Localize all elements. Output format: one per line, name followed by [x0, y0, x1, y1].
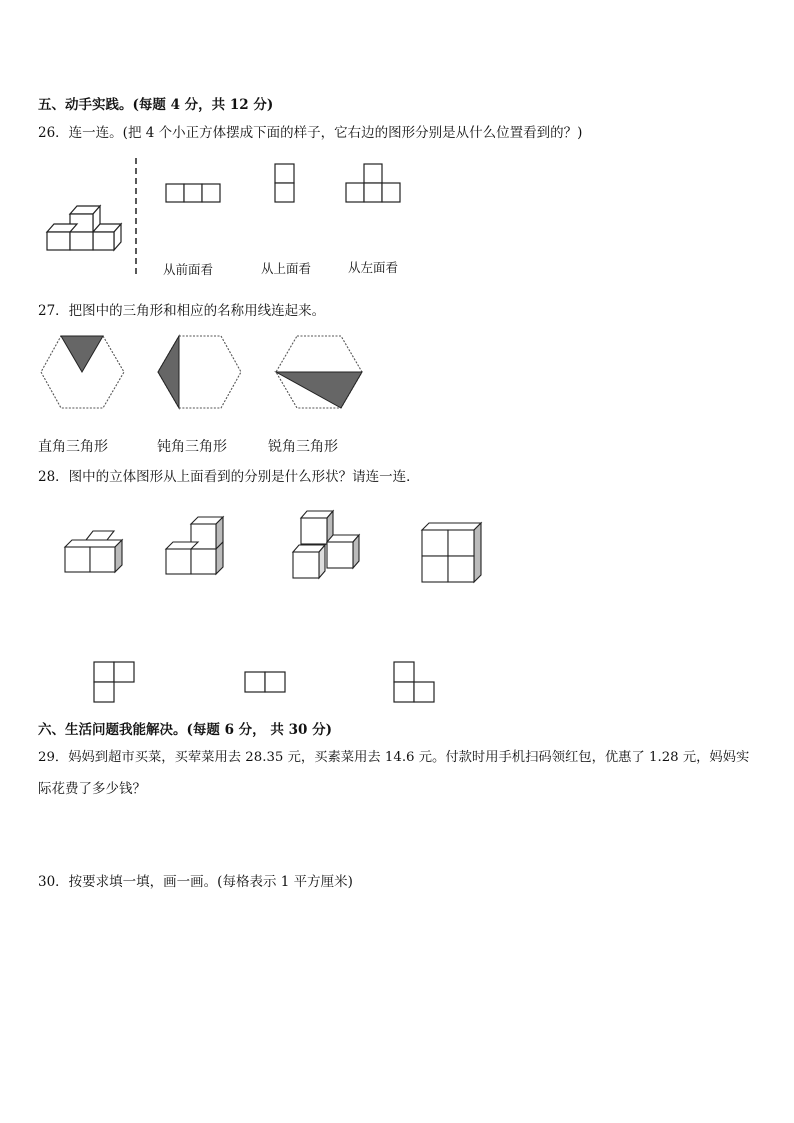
hexagon-with-triangle-2 — [157, 335, 243, 409]
question-29-line-2: 际花费了多少钱？ — [38, 781, 146, 797]
name-obtuse-triangle: 钝角三角形 — [157, 439, 227, 455]
question-27-text: 27．把图中的三角形和相应的名称用线连起来。 — [38, 303, 326, 319]
solid-figure-2 — [165, 516, 227, 576]
label-front-view: 从前面看 — [163, 262, 214, 277]
view-figure-vertical-squares — [274, 163, 296, 203]
top-view-shape-1 — [93, 661, 137, 705]
solid-figure-3 — [292, 510, 362, 580]
question-26-text: 26．连一连。(把 4 个小正方体摆成下面的样子，它右边的图形分别是从什么位置看到的？) — [38, 125, 583, 141]
top-view-shape-3 — [393, 661, 437, 705]
question-30-text: 30．按要求填一填，画一画。(每格表示 1 平方厘米) — [38, 874, 353, 890]
dashed-divider — [133, 158, 139, 276]
name-right-triangle: 直角三角形 — [38, 439, 108, 455]
label-top-view: 从上面看 — [261, 261, 312, 276]
label-left-view: 从左面看 — [348, 260, 399, 275]
solid-figure-1 — [64, 530, 126, 574]
hexagon-with-triangle-3 — [275, 335, 365, 409]
section-5-heading: 五、动手实践。(每题 4 分，共 12 分) — [38, 97, 274, 113]
view-figure-three-squares — [165, 183, 221, 203]
cube-arrangement-figure — [44, 200, 124, 262]
top-view-shape-2 — [244, 671, 288, 695]
question-29-line-1: 29．妈妈到超市买菜，买荤菜用去 28.35 元，买素菜用去 14.6 元。付款时用手机扫码领红包，优惠了 1.28 元，妈妈实 — [38, 750, 750, 765]
question-28-text: 28．图中的立体图形从上面看到的分别是什么形状？请连一连． — [38, 469, 420, 485]
section-6-heading: 六、生活问题我能解决。(每题 6 分， 共 30 分) — [38, 722, 332, 738]
hexagon-with-triangle-1 — [40, 335, 126, 409]
view-figure-t-shape — [345, 163, 403, 203]
name-acute-triangle: 锐角三角形 — [268, 439, 338, 455]
solid-figure-4 — [421, 522, 483, 584]
